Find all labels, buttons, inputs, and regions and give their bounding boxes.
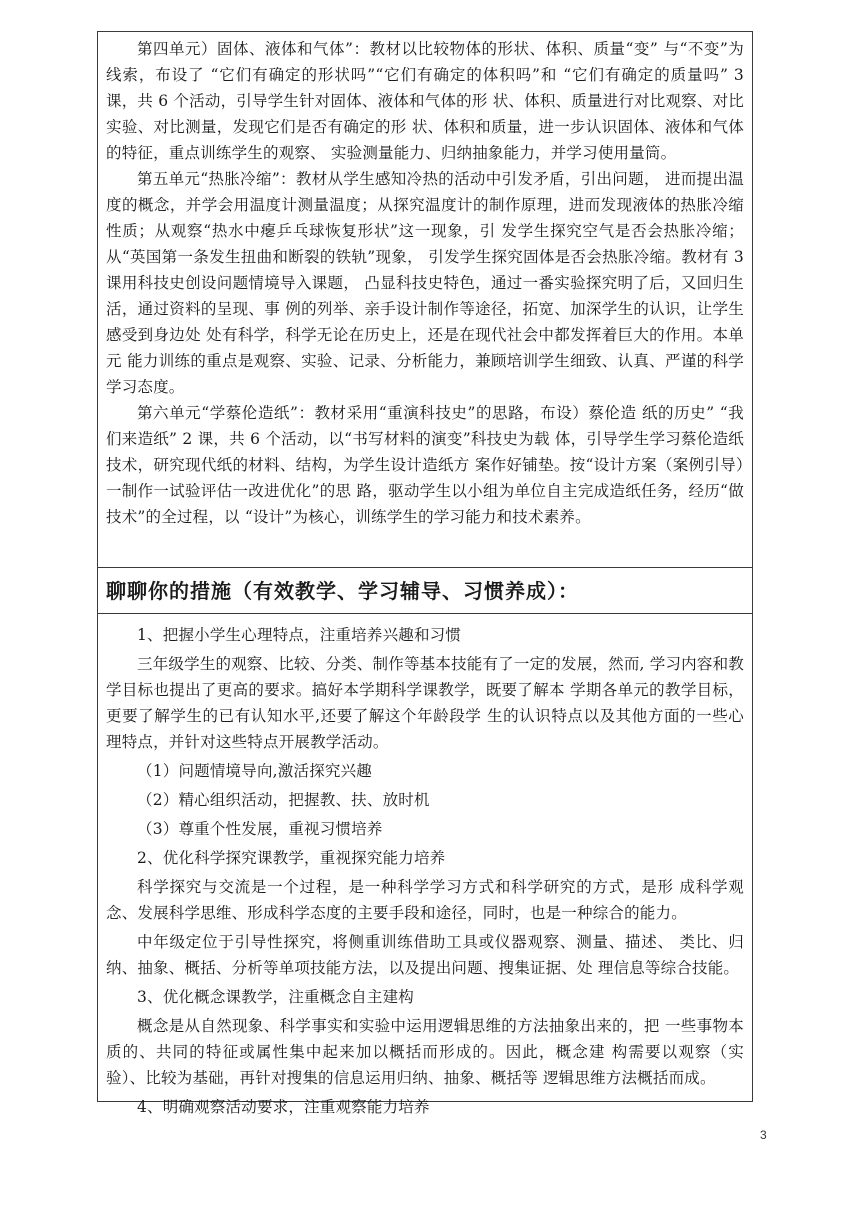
measure-3-heading: 3、优化概念课教学，注重概念自主建构 bbox=[137, 988, 414, 1006]
measure-2-body-1: 科学探究与交流是一个过程，是一种科学学习方式和科学研究的方式，是形 成科学观念、发展科学思维、形成科学态度的主要手段和途径，同时，也是一种综合的能力。 bbox=[106, 878, 744, 922]
page-number: 3 bbox=[760, 1128, 767, 1142]
measure-4-heading: 4、明确观察活动要求，注重观察能力培养 bbox=[137, 1098, 430, 1116]
sub-item-1: （1）问题情境导向,激活探究兴趣 bbox=[137, 762, 372, 780]
content-table bbox=[97, 31, 753, 1116]
measures-content-cell bbox=[98, 614, 752, 1116]
sub-item-3: （3）尊重个性发展，重视习惯培养 bbox=[137, 820, 383, 838]
unit-6-paragraph: 第六单元“学蔡伦造纸”：教材采用“重演科技史”的思路，布设）蔡伦造 纸的历史” “我们来造纸” 2 课，共 6 个活动，以“书写材料的演变”科技史为载 体，引导学生学习蔡伦造纸技术，研究现代纸的材料、结构，为学生设计造纸方 案作好铺垫。按“设计方案（案例引导）一制作一试验评估一改进优化”的思 路，驱动学生以小组为单位自主完成造纸任务，经历“做技术”的全过程，以 “设计”为核心，训练学生的学习能力和技术素养。 bbox=[106, 404, 744, 526]
unit-5-paragraph: 第五单元“热胀冷缩”：教材从学生感知冷热的活动中引发矛盾，引出问题， 进而提出温度的概念，并学会用温度计测量温度；从探究温度计的制作原理，进而发现液体的热胀冷缩性质；从观察“热水中瘪乒乓球恢复形状”这一现象，引 发学生探究空气是否会热胀冷缩；从“英国第一条发生扭曲和断裂的铁轨”现象， 引发学生探究固体是否会热胀冷缩。教材有 3 课用科技史创设问题情境导入课题， 凸显科技史特色，通过一番实验探究明了后，又回归生活，通过资料的呈现、事 例的列举、亲手设计制作等途径，拓宽、加深学生的认识，让学生感受到身边处 处有科学，科学无论在历史上，还是在现代社会中都发挥着巨大的作用。本单元 能力训练的重点是观察、实验、记录、分析能力，兼顾培训学生细致、认真、严谨的科学学习态度。 bbox=[106, 170, 744, 396]
measure-2-body-2: 中年级定位于引导性探究，将侧重训练借助工具或仪器观察、测量、描述、 类比、归纳、抽象、概括、分析等单项技能方法，以及提出问题、搜集证据、处 理信息等综合技能。 bbox=[106, 933, 744, 977]
measures-heading: 聊聊你的措施（有效教学、学习辅导、习惯养成）： bbox=[106, 579, 579, 603]
unit-description-cell bbox=[98, 32, 752, 568]
measure-1-body: 三年级学生的观察、比较、分类、制作等基本技能有了一定的发展，然而, 学习内容和教学目标也提出了更高的要求。搞好本学期科学课教学，既要了解本 学期各单元的教学目标，更要了解学生的已有认知水平,还要了解这个年龄段学 生的认识特点以及其他方面的一些心理特点，并针对这些特点开展教学活动。 bbox=[106, 655, 744, 751]
unit-4-paragraph: 第四单元）固体、液体和气体”：教材以比较物体的形状、体积、质量“变” 与“不变”为线索，布设了 “它们有确定的形状吗”“它们有确定的体积吗”和 “它们有确定的质量吗” 3 课，共 6 个活动，引导学生针对固体、液体和气体的形 状、体积、质量进行对比观察、对比实验、对比测量，发现它们是否有确定的形 状、体积和质量，进一步认识固体、液体和气体的特征，重点训练学生的观察、 实验测量能力、归纳抽象能力，并学习使用量筒。 bbox=[106, 40, 744, 162]
sub-item-2: （2）精心组织活动，把握教、扶、放时机 bbox=[137, 791, 430, 809]
measures-header-cell bbox=[98, 568, 752, 614]
measure-3-body: 概念是从自然现象、科学事实和实验中运用逻辑思维的方法抽象出来的，把 一些事物本质的、共同的特征或属性集中起来加以概括而形成的。因此，概念建 构需要以观察（实验）、比较为基础，再针对搜集的信息运用归纳、抽象、概括等 逻辑思维方法概括而成。 bbox=[106, 1017, 744, 1087]
measure-1-heading: 1、把握小学生心理特点，注重培养兴趣和习惯 bbox=[137, 626, 462, 644]
measure-2-heading: 2、优化科学探究课教学，重视探究能力培养 bbox=[137, 849, 446, 867]
